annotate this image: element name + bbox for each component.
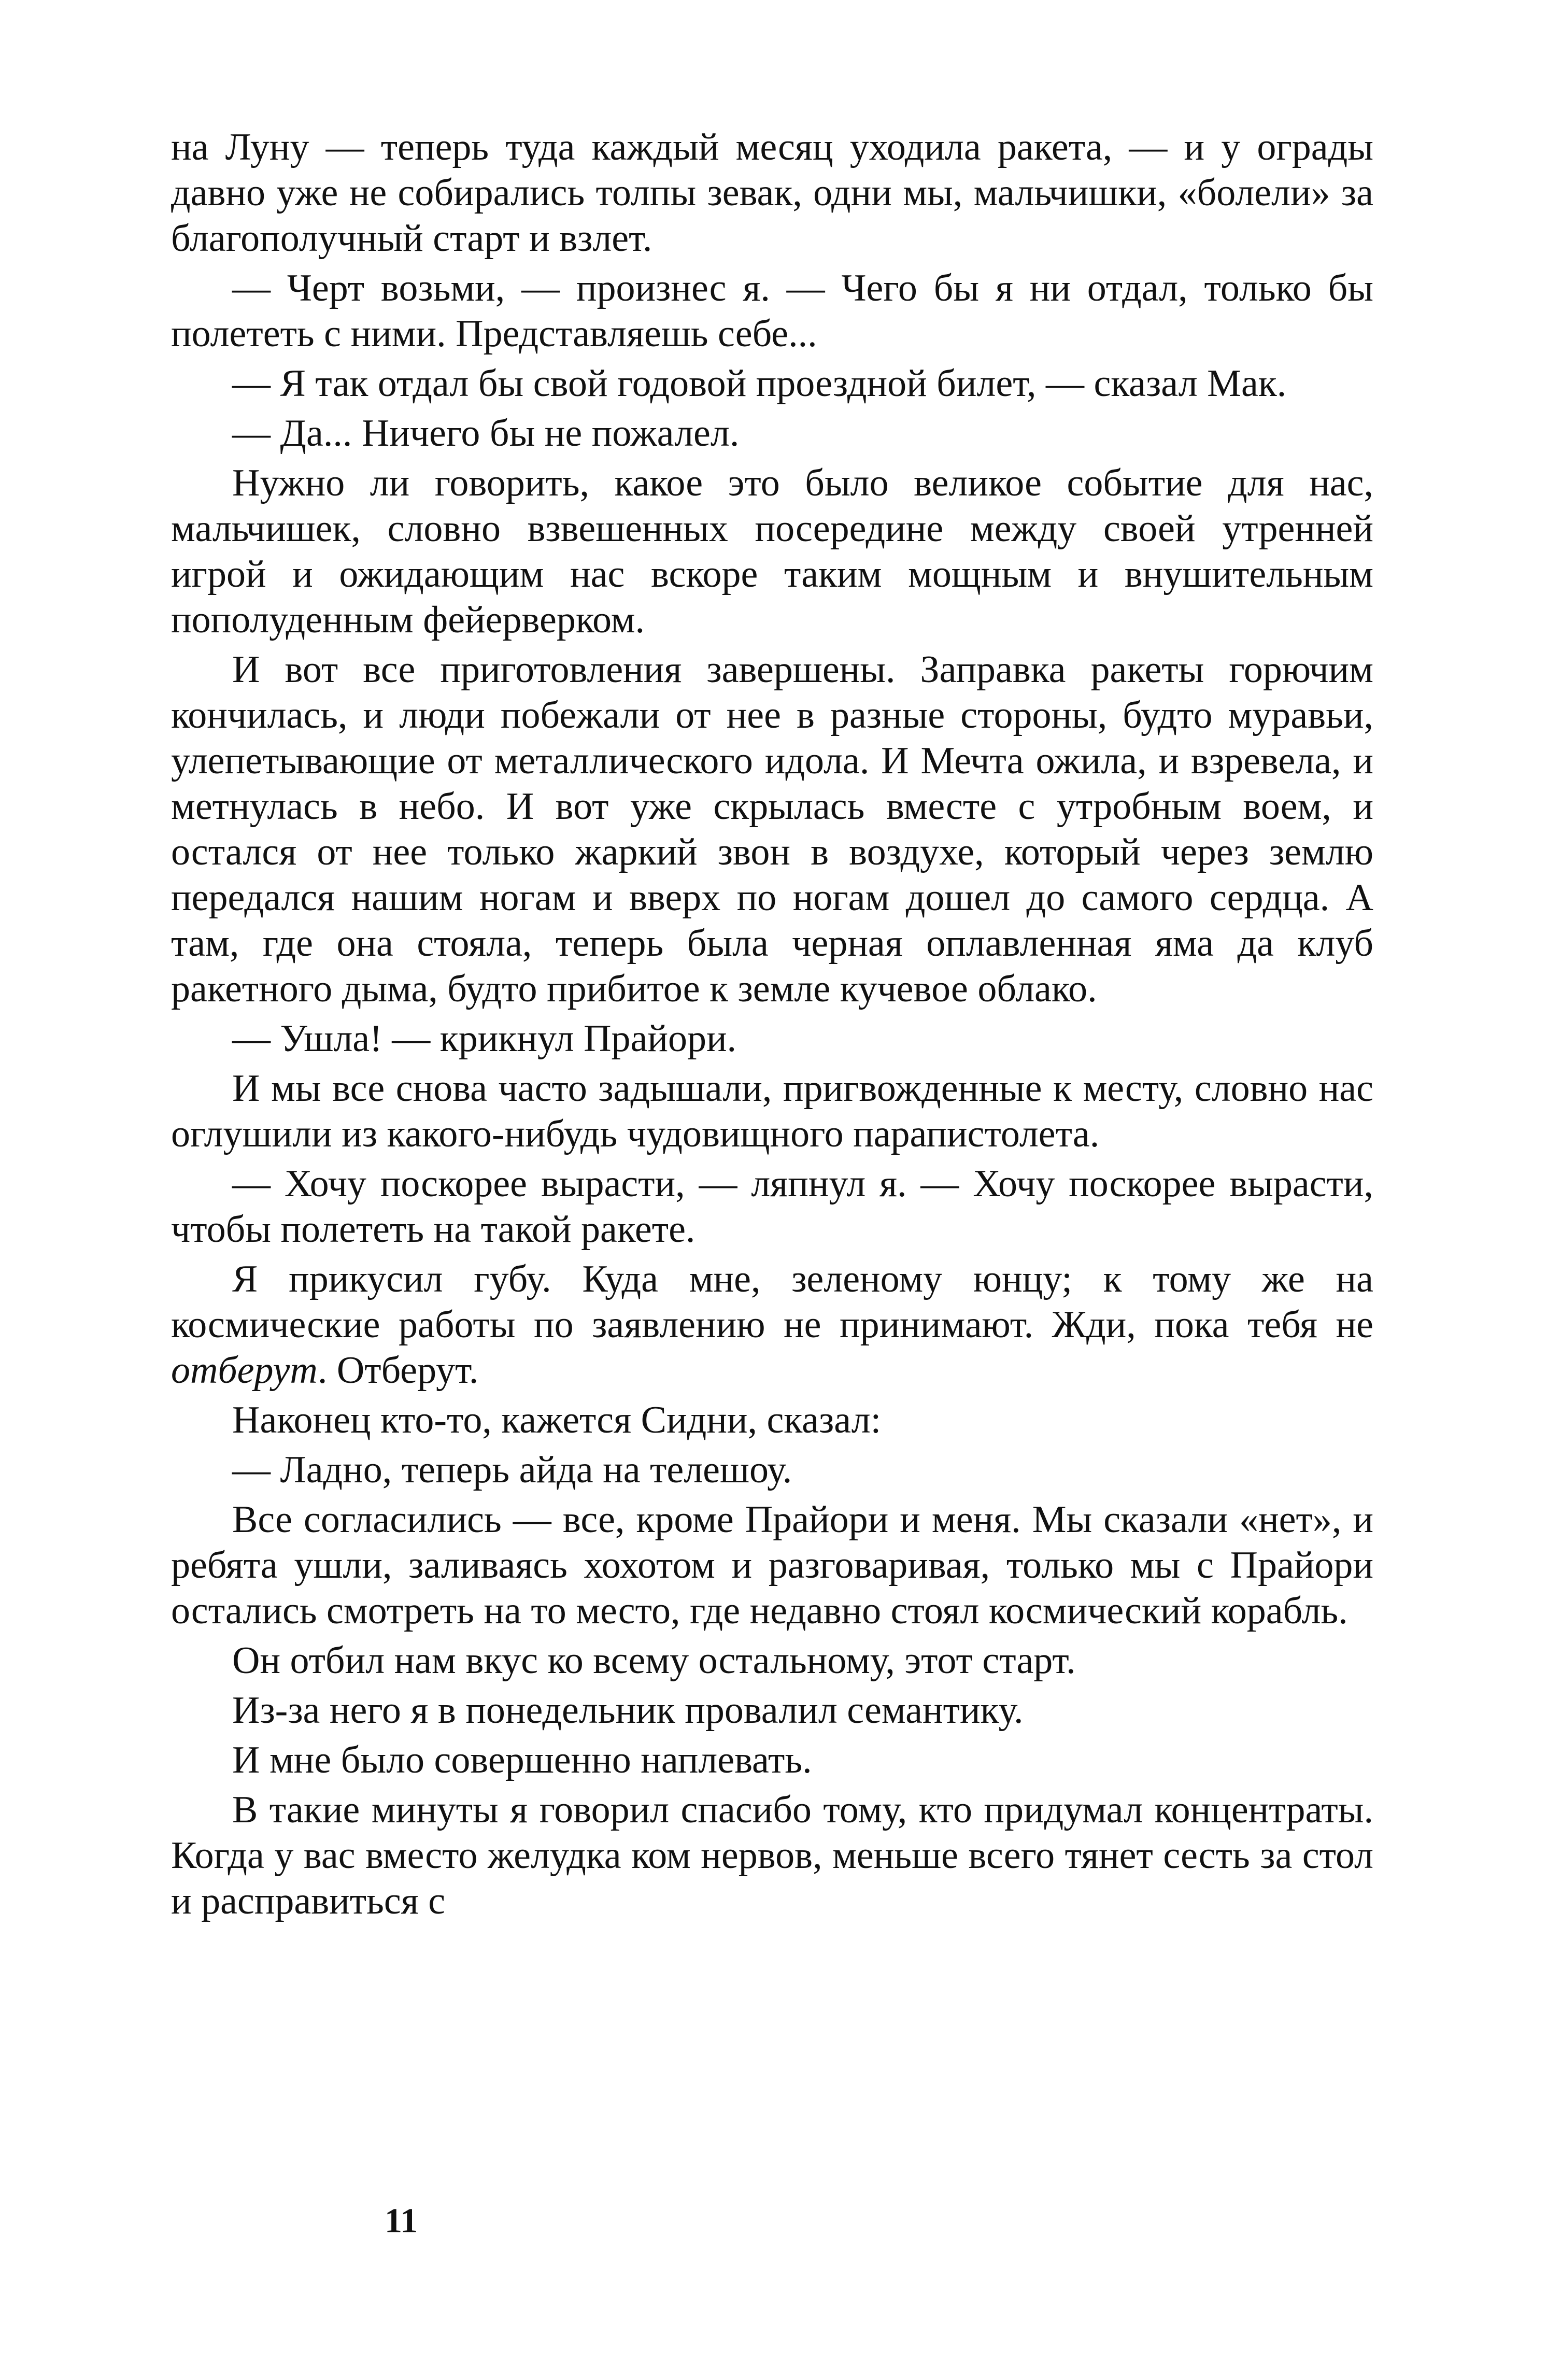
paragraph-10-text: Я прикусил губу. Куда мне, зеленому юнцу; к тому же на космические работы по заявлению не принимают. Жди, пока тебя не <box>171 1258 1373 1346</box>
paragraph-3: — Я так отдал бы свой годовой проездной билет, — сказал Мак. <box>232 362 1287 405</box>
paragraph-6: И вот все приготовления завершены. Заправка ракеты горючим кончилась, и люди побежали от нее в разные стороны, будто муравьи, улепетывающие от металлического идола. И Мечта ожила, и взревела, и метнулась в небо. И вот уже скрылась вместе с утробным воем, и остался от нее только жаркий звон в воздухе, который через землю передался нашим ногам и вверх по ногам дошел до самого сердца. А там, где она стояла, теперь была черная оплавленная яма да клуб ракетного дыма, будто прибитое к земле кучевое облако. <box>171 648 1373 1010</box>
paragraph-7: — Ушла! — крикнул Прайори. <box>232 1017 737 1060</box>
paragraph-16: И мне было совершенно наплевать. <box>232 1739 812 1781</box>
paragraph-4: — Да... Ничего бы не пожалел. <box>232 412 740 455</box>
paragraph-11: Наконец кто-то, кажется Сидни, сказал: <box>232 1399 882 1441</box>
paragraph-17: В такие минуты я говорил спасибо тому, кто придумал концентраты. Когда у вас вместо желудка ком нервов, меньше всего тянет сесть за стол и расправиться с <box>171 1789 1373 1922</box>
paragraph-10-ending: . Отберут. <box>317 1349 479 1392</box>
paragraph-15: Из-за него я в понедельник провалил семантику. <box>232 1689 1024 1732</box>
paragraph-14: Он отбил нам вкус ко всему остальному, этот старт. <box>232 1639 1076 1682</box>
paragraph-2: — Черт возьми, — произнес я. — Чего бы я ни отдал, только бы полететь с ними. Представляешь себе... <box>171 267 1373 355</box>
paragraph-13: Все согласились — все, кроме Прайори и меня. Мы сказали «нет», и ребята ушли, заливаясь хохотом и разговаривая, только мы с Прайори остались смотреть на то место, где недавно стоял космический корабль. <box>171 1498 1373 1632</box>
paragraph-8: И мы все снова часто задышали, пригвожденные к месту, словно нас оглушили из какого-нибудь чудовищного парапистолета. <box>171 1067 1373 1155</box>
paragraph-12: — Ладно, теперь айда на телешоу. <box>232 1449 792 1491</box>
paragraph-10 <box>171 1256 1373 1393</box>
body-text <box>171 124 1373 1928</box>
paragraph-1: на Луну — теперь туда каждый месяц уходила ракета, — и у ограды давно уже не собирались толпы зевак, одни мы, мальчишки, «болели» за благополучный старт и взлет. <box>171 126 1373 260</box>
paragraph-9: — Хочу поскорее вырасти, — ляпнул я. — Хочу поскорее вырасти, чтобы полететь на такой ракете. <box>171 1163 1373 1251</box>
italic-word: отберут <box>171 1349 318 1392</box>
paragraph-5: Нужно ли говорить, какое это было великое событие для нас, мальчишек, словно взвешенных посередине между своей утренней игрой и ожидающим нас вскоре таким мощным и внушительным пополуденным фейерверком. <box>171 462 1373 641</box>
page-number: 11 <box>385 2201 418 2240</box>
